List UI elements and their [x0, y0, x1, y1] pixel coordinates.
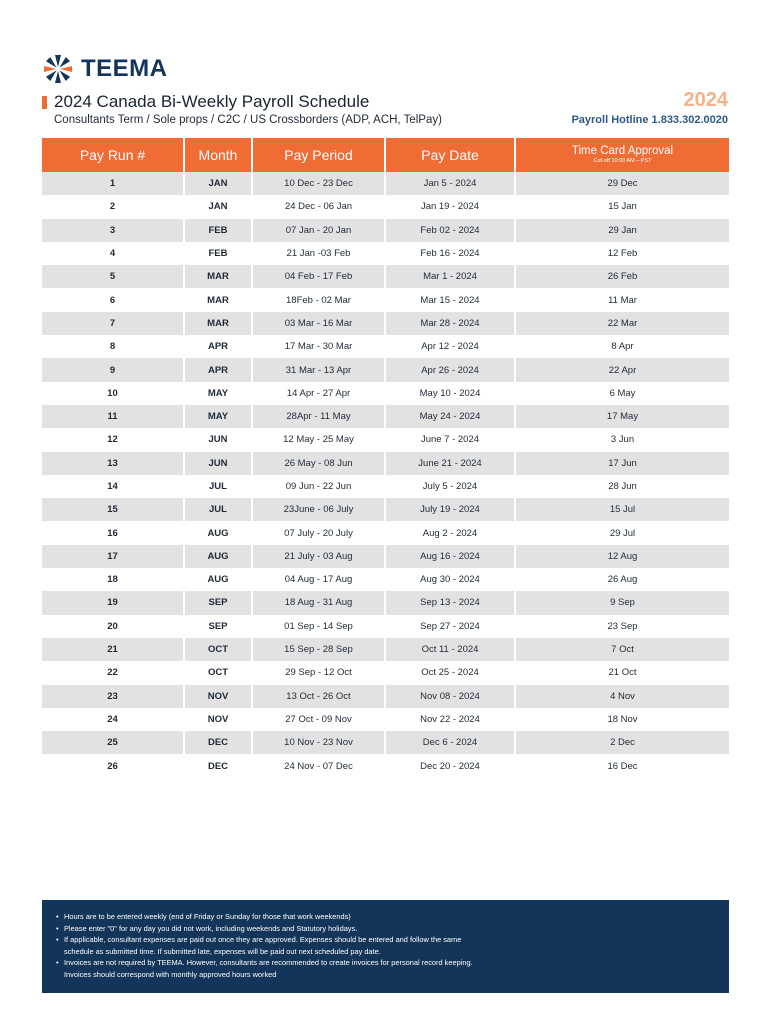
table-row — [42, 591, 729, 614]
approval-date-cell: 2 Dec — [516, 731, 729, 754]
table-row — [42, 288, 729, 311]
month-cell: FEB — [185, 242, 253, 265]
pay-date-cell: Sep 27 - 2024 — [386, 615, 516, 638]
table-row — [42, 312, 729, 335]
month-cell: MAR — [185, 288, 253, 311]
note-item: schedule as submitted time. If submitted late, expenses will be paid out next scheduled pay date. — [64, 946, 381, 956]
pay-date-cell: Sep 13 - 2024 — [386, 591, 516, 614]
pay-period-cell: 04 Feb - 17 Feb — [253, 265, 386, 288]
table-row — [42, 708, 729, 731]
approval-date-cell: 21 Oct — [516, 661, 729, 684]
pay-period-cell: 15 Sep - 28 Sep — [253, 638, 386, 661]
payroll-hotline: Payroll Hotline 1.833.302.0020 — [571, 114, 728, 126]
table-row — [42, 661, 729, 684]
approval-date-cell: 15 Jul — [516, 498, 729, 521]
approval-date-cell: 6 May — [516, 382, 729, 405]
pay-period-cell: 23June - 06 July — [253, 498, 386, 521]
month-cell: JUL — [185, 498, 253, 521]
pay-run-cell: 4 — [42, 242, 185, 265]
pay-period-cell: 09 Jun - 22 Jun — [253, 475, 386, 498]
approval-date-cell: 26 Aug — [516, 568, 729, 591]
pay-date-cell: Apr 26 - 2024 — [386, 358, 516, 381]
pay-period-cell: 21 July - 03 Aug — [253, 545, 386, 568]
pay-run-cell: 14 — [42, 475, 185, 498]
month-cell: SEP — [185, 615, 253, 638]
year-label: 2024 — [683, 89, 728, 111]
header-pay-run: Pay Run # — [42, 138, 185, 172]
month-cell: JUN — [185, 452, 253, 475]
table-row — [42, 358, 729, 381]
pay-run-cell: 25 — [42, 731, 185, 754]
pay-period-cell: 14 Apr - 27 Apr — [253, 382, 386, 405]
approval-date-cell: 12 Aug — [516, 545, 729, 568]
pay-run-cell: 5 — [42, 265, 185, 288]
pay-date-cell: Aug 16 - 2024 — [386, 545, 516, 568]
approval-date-cell: 26 Feb — [516, 265, 729, 288]
month-cell: DEC — [185, 731, 253, 754]
pay-run-cell: 1 — [42, 172, 185, 195]
pay-run-cell: 15 — [42, 498, 185, 521]
month-cell: AUG — [185, 568, 253, 591]
header-pay-date: Pay Date — [386, 138, 516, 172]
note-item: • Hours are to be entered weekly (end of Friday or Sunday for those that work weekends) — [56, 911, 715, 923]
approval-date-cell: 16 Dec — [516, 754, 729, 777]
table-row — [42, 195, 729, 218]
pay-run-cell: 18 — [42, 568, 185, 591]
pay-period-cell: 24 Nov - 07 Dec — [253, 754, 386, 777]
month-cell: OCT — [185, 661, 253, 684]
month-cell: DEC — [185, 754, 253, 777]
pay-period-cell: 28Apr - 11 May — [253, 405, 386, 428]
pay-run-cell: 10 — [42, 382, 185, 405]
note-item: • Please enter "0" for any day you did not work, including weekends and Statutory holidays. — [56, 923, 715, 935]
pay-date-cell: Nov 08 - 2024 — [386, 685, 516, 708]
pay-run-cell: 21 — [42, 638, 185, 661]
table-row — [42, 265, 729, 288]
pay-period-cell: 07 July - 20 July — [253, 521, 386, 544]
pay-date-cell: Jan 5 - 2024 — [386, 172, 516, 195]
table-row — [42, 615, 729, 638]
pay-period-cell: 24 Dec - 06 Jan — [253, 195, 386, 218]
header-time-card-approval — [516, 138, 729, 172]
approval-date-cell: 9 Sep — [516, 591, 729, 614]
approval-date-cell: 22 Apr — [516, 358, 729, 381]
table-row — [42, 545, 729, 568]
title-accent-bar — [42, 96, 47, 109]
approval-date-cell: 7 Oct — [516, 638, 729, 661]
brand-logo — [42, 54, 168, 84]
pay-date-cell: May 24 - 2024 — [386, 405, 516, 428]
month-cell: MAR — [185, 265, 253, 288]
pay-date-cell: July 19 - 2024 — [386, 498, 516, 521]
pay-period-cell: 29 Sep - 12 Oct — [253, 661, 386, 684]
month-cell: JAN — [185, 172, 253, 195]
notes-list — [56, 911, 715, 980]
table-row — [42, 172, 729, 195]
note-item: • Invoices are not required by TEEMA. However, consultants are recommended to create invoices for personal record keeping. — [56, 957, 715, 969]
approval-date-cell: 22 Mar — [516, 312, 729, 335]
pay-period-cell: 10 Nov - 23 Nov — [253, 731, 386, 754]
pay-period-cell: 13 Oct - 26 Oct — [253, 685, 386, 708]
approval-date-cell: 4 Nov — [516, 685, 729, 708]
approval-date-cell: 17 May — [516, 405, 729, 428]
pay-date-cell: Apr 12 - 2024 — [386, 335, 516, 358]
header-month: Month — [185, 138, 253, 172]
pay-run-cell: 22 — [42, 661, 185, 684]
pay-date-cell: June 7 - 2024 — [386, 428, 516, 451]
month-cell: OCT — [185, 638, 253, 661]
month-cell: NOV — [185, 685, 253, 708]
table-row — [42, 428, 729, 451]
approval-date-cell: 28 Jun — [516, 475, 729, 498]
table-row — [42, 452, 729, 475]
time-card-cutoff-note: Cut-off 10:00 AM – PST — [593, 158, 652, 165]
approval-date-cell: 12 Feb — [516, 242, 729, 265]
table-row — [42, 685, 729, 708]
pay-run-cell: 17 — [42, 545, 185, 568]
month-cell: APR — [185, 358, 253, 381]
pay-date-cell: Feb 16 - 2024 — [386, 242, 516, 265]
pay-date-cell: Mar 15 - 2024 — [386, 288, 516, 311]
pay-run-cell: 19 — [42, 591, 185, 614]
month-cell: MAY — [185, 382, 253, 405]
pay-run-cell: 24 — [42, 708, 185, 731]
pay-period-cell: 12 May - 25 May — [253, 428, 386, 451]
pay-date-cell: Dec 6 - 2024 — [386, 731, 516, 754]
month-cell: AUG — [185, 521, 253, 544]
pay-period-cell: 10 Dec - 23 Dec — [253, 172, 386, 195]
table-row — [42, 638, 729, 661]
month-cell: JUL — [185, 475, 253, 498]
pay-period-cell: 18Feb - 02 Mar — [253, 288, 386, 311]
table-row — [42, 335, 729, 358]
month-cell: FEB — [185, 219, 253, 242]
pay-date-cell: Jan 19 - 2024 — [386, 195, 516, 218]
table-row — [42, 521, 729, 544]
payroll-schedule-table — [42, 138, 729, 778]
pay-date-cell: July 5 - 2024 — [386, 475, 516, 498]
pay-run-cell: 13 — [42, 452, 185, 475]
pay-run-cell: 26 — [42, 754, 185, 777]
approval-date-cell: 29 Jan — [516, 219, 729, 242]
pay-run-cell: 20 — [42, 615, 185, 638]
pay-date-cell: Mar 28 - 2024 — [386, 312, 516, 335]
pay-run-cell: 9 — [42, 358, 185, 381]
pay-period-cell: 21 Jan -03 Feb — [253, 242, 386, 265]
month-cell: SEP — [185, 591, 253, 614]
month-cell: JAN — [185, 195, 253, 218]
pay-period-cell: 04 Aug - 17 Aug — [253, 568, 386, 591]
approval-date-cell: 11 Mar — [516, 288, 729, 311]
pay-run-cell: 23 — [42, 685, 185, 708]
table-row — [42, 382, 729, 405]
approval-date-cell: 15 Jan — [516, 195, 729, 218]
pay-period-cell: 27 Oct - 09 Nov — [253, 708, 386, 731]
approval-date-cell: 3 Jun — [516, 428, 729, 451]
document-title: 2024 Canada Bi-Weekly Payroll Schedule — [54, 92, 370, 111]
month-cell: APR — [185, 335, 253, 358]
pay-period-cell: 07 Jan - 20 Jan — [253, 219, 386, 242]
month-cell: NOV — [185, 708, 253, 731]
pay-run-cell: 11 — [42, 405, 185, 428]
approval-date-cell: 23 Sep — [516, 615, 729, 638]
pay-period-cell: 31 Mar - 13 Apr — [253, 358, 386, 381]
pay-date-cell: Oct 25 - 2024 — [386, 661, 516, 684]
approval-date-cell: 29 Jul — [516, 521, 729, 544]
pay-period-cell: 03 Mar - 16 Mar — [253, 312, 386, 335]
note-item: Invoices should correspond with monthly approved hours worked — [64, 969, 277, 979]
brand-name: TEEMA — [81, 55, 168, 82]
month-cell: JUN — [185, 428, 253, 451]
note-item: • If applicable, consultant expenses are paid out once they are approved. Expenses should be entered and follow the same — [56, 934, 715, 946]
pay-period-cell: 17 Mar - 30 Mar — [253, 335, 386, 358]
pay-period-cell: 26 May - 08 Jun — [253, 452, 386, 475]
approval-date-cell: 29 Dec — [516, 172, 729, 195]
table-row — [42, 754, 729, 777]
month-cell: AUG — [185, 545, 253, 568]
starburst-icon — [42, 54, 74, 84]
pay-date-cell: Nov 22 - 2024 — [386, 708, 516, 731]
table-row — [42, 731, 729, 754]
time-card-approval-label: Time Card Approval — [571, 145, 674, 158]
pay-date-cell: Oct 11 - 2024 — [386, 638, 516, 661]
pay-period-cell: 01 Sep - 14 Sep — [253, 615, 386, 638]
pay-run-cell: 7 — [42, 312, 185, 335]
month-cell: MAR — [185, 312, 253, 335]
approval-date-cell: 18 Nov — [516, 708, 729, 731]
pay-date-cell: Aug 2 - 2024 — [386, 521, 516, 544]
table-row — [42, 219, 729, 242]
pay-date-cell: Aug 30 - 2024 — [386, 568, 516, 591]
pay-run-cell: 16 — [42, 521, 185, 544]
month-cell: MAY — [185, 405, 253, 428]
pay-run-cell: 6 — [42, 288, 185, 311]
document-subtitle: Consultants Term / Sole props / C2C / US Crossborders (ADP, ACH, TelPay) — [54, 114, 442, 126]
pay-date-cell: Mar 1 - 2024 — [386, 265, 516, 288]
approval-date-cell: 17 Jun — [516, 452, 729, 475]
pay-run-cell: 8 — [42, 335, 185, 358]
pay-run-cell: 12 — [42, 428, 185, 451]
table-row — [42, 242, 729, 265]
table-row — [42, 475, 729, 498]
pay-run-cell: 3 — [42, 219, 185, 242]
approval-date-cell: 8 Apr — [516, 335, 729, 358]
table-row — [42, 405, 729, 428]
table-row — [42, 568, 729, 591]
notes-panel — [42, 900, 729, 993]
pay-date-cell: Dec 20 - 2024 — [386, 754, 516, 777]
table-header-row — [42, 138, 729, 172]
pay-date-cell: Feb 02 - 2024 — [386, 219, 516, 242]
pay-date-cell: June 21 - 2024 — [386, 452, 516, 475]
pay-date-cell: May 10 - 2024 — [386, 382, 516, 405]
header-pay-period: Pay Period — [253, 138, 386, 172]
table-row — [42, 498, 729, 521]
pay-run-cell: 2 — [42, 195, 185, 218]
table-body — [42, 172, 729, 778]
pay-period-cell: 18 Aug - 31 Aug — [253, 591, 386, 614]
